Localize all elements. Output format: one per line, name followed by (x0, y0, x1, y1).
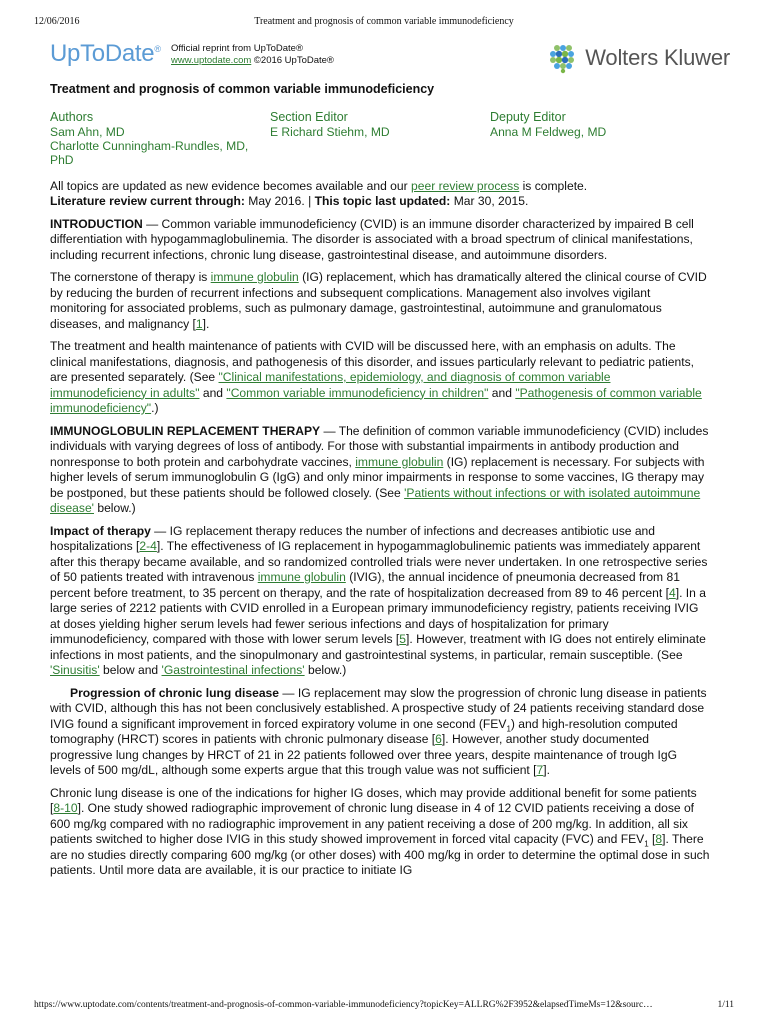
article-title: Treatment and prognosis of common variable immunodeficiency (50, 82, 435, 96)
authors-label: Authors (50, 109, 94, 124)
topic-link[interactable]: "Clinical manifestations, epidemiology, and diagnosis of common variable immunodeficiency in adults" (50, 370, 611, 400)
article (50, 82, 710, 886)
section-editor-column (270, 110, 490, 167)
wolters-kluwer-wordmark: Wolters Kluwer (585, 45, 730, 70)
update-notice: All topics are updated as new evidence becomes available and our peer review process is complete. Literature review current through: May 2016. | This topic last updated: Mar 30, 2015. (50, 178, 588, 208)
print-footer (34, 1000, 734, 1010)
print-url: https://www.uptodate.com/contents/treatment-and-prognosis-of-common-variable-immunodeficiency?topicKey=ALLRG%2F3952&elapsedTimeMs=12&sourc… (34, 1000, 653, 1010)
author-name[interactable]: Charlotte Cunningham-Rundles, MD, PhD (50, 138, 249, 167)
page-number: 1/11 (717, 1000, 734, 1010)
print-title: Treatment and prognosis of common variable immunodeficiency (254, 16, 514, 27)
reference-link[interactable]: 5 (399, 632, 407, 646)
immune-globulin-link[interactable]: immune globulin (210, 270, 299, 284)
reference-link[interactable]: 8 (655, 832, 663, 846)
section-link[interactable]: 'Patients without infections or with isolated autoimmune disease' (50, 485, 701, 515)
immune-globulin-link[interactable]: immune globulin (257, 570, 346, 584)
reference-link[interactable]: 6 (435, 732, 442, 746)
immune-globulin-link[interactable]: immune globulin (355, 454, 444, 469)
paragraph: Chronic lung disease is one of the indications for higher IG doses, which may provide additional benefit for some patients [8-10]. One study showed radiographic improvement of chronic lung disease in 4 of 12 CVID patients receiving a dose of 600 mg/kg compared with no radiographic improvement in any patient receiving a dose of 200 mg/kg. In addition, all six patients switched to higher dose IVIG in this study showed improvement in forced vital capacity (FVC) and $FEV_1$ [8]. There are no studies directly comparing 600 mg/kg (or other doses) with 400 mg/kg in order to determine the optimal dose in such patients. Until more data are available, it is our practice to initiate IG (50, 785, 710, 877)
print-date: 12/06/2016 (34, 16, 80, 27)
subsection-heading: Impact of therapy (50, 523, 151, 538)
editors (50, 110, 710, 167)
lit-review-label: Literature review current through: (50, 194, 245, 208)
deputy-editor-label: Deputy Editor (490, 109, 566, 124)
paragraph-impact-of-therapy: Impact of therapy — IG replacement therapy reduces the number of infections and decreases antibiotic use and hospitalizations [2-4]. The effectiveness of IG replacement in hypogammaglobulinemic patients was immediately apparent after this therapy became available, and so randomized controlled trials were never undertaken. In one retrospective series of 50 patients treated with intravenous immune globulin (IVIG), the annual incidence of pneumonia decreased from 81 percent before treatment, to 35 percent on therapy, and the rate of hospitalization decreased from 89 to 46 percent [4]. In a large series of 2212 patients with CVID enrolled in a European primary immunodeficiency registry, patients receiving IVIG at doses yielding higher serum levels had fewer serious infections and days of hospitalization for primary immunodeficiency, compared with those with lower serum levels [5]. However, treatment with IG does not entirely eliminate infections in most patients, and the sinopulmonary and gastrointestinal systems, in particular, remain susceptible. (See 'Sinusitis' below and 'Gastrointestinal infections' below.) (50, 523, 708, 677)
paragraph: The treatment and health maintenance of patients with CVID will be discussed here, with an emphasis on adults. The clinical manifestations, diagnosis, and pathogenesis of this disorder, and issues particularly relevant to pediatric patients, are presented separately. (See "Clinical manifestations, epidemiology, and diagnosis of common variable immunodeficiency in adults" and "Common variable immunodeficiency in children" and "Pathogenesis of common variable immunodeficiency".) (50, 339, 702, 415)
reference-link[interactable]: 1 (195, 316, 203, 331)
deputy-editor-name[interactable]: Anna M Feldweg, MD (490, 124, 607, 139)
section-heading: IMMUNOGLOBULIN REPLACEMENT THERAPY (50, 423, 321, 438)
wolters-kluwer-mark-icon (547, 42, 579, 74)
uptodate-logo: UpToDate® (50, 40, 161, 67)
section-editor-name[interactable]: E Richard Stiehm, MD (270, 124, 390, 139)
paragraph: The cornerstone of therapy is immune globulin (IG) replacement, which has dramatically altered the clinical course of CVID by reducing the burden of recurrent infections and subsequent complications. Management also involves vigilant monitoring for associated problems, such as pulmonary damage, gastrointestinal, autoimmune and granulomatous diseases, and malignancy [1]. (50, 270, 707, 331)
reference-link[interactable]: 7 (536, 763, 544, 777)
uptodate-url-link[interactable]: www.uptodate.com (171, 55, 252, 66)
topic-link[interactable]: "Common variable immunodeficiency in children" (226, 385, 489, 400)
authors-column (50, 110, 270, 167)
reference-link[interactable]: 2-4 (139, 539, 157, 553)
wolters-kluwer-logo (547, 42, 730, 74)
subsection-heading: Progression of chronic lung disease (70, 685, 280, 700)
author-name[interactable]: Sam Ahn, MD (50, 124, 125, 139)
paragraph-chronic-lung-disease: Progression of chronic lung disease — IG replacement may slow the progression of chronic lung disease in patients with CVID, although this has not been conclusively established. A prospective study of 24 patients receiving standard dose IVIG found a significant improvement in forced expiratory volume in one second $(FEV_1)$ and high-resolution computed tomography (HRCT) scores in patients with chronic pulmonary disease [6]. However, another study documented progressive lung changes by HRCT of 21 in 22 patients followed over three years, despite maintenance of trough IgG levels of 500 mg/dL, although some experts argue that this trough value was not sufficient [7]. (50, 685, 707, 777)
reprint-line: Official reprint from UpToDate® (171, 43, 303, 54)
reference-link[interactable]: 8-10 (53, 801, 78, 815)
brand-bar (50, 40, 730, 82)
last-updated-label: This topic last updated: (314, 194, 451, 208)
section-heading: INTRODUCTION (50, 216, 143, 231)
reference-link[interactable]: 4 (668, 585, 676, 600)
paragraph-ig-replacement: IMMUNOGLOBULIN REPLACEMENT THERAPY — The definition of common variable immunodeficiency (CVID) includes individuals with varying degrees of loss of antibody. For those with substantial impairments in antibody production and nonresponse to both protein and carbohydrate vaccines, immune globulin (IG) replacement is necessary. For subjects with higher levels of serum immunoglobulin G (IgG) and only minor impairments in response to some vaccines, IG therapy may be postponed, but these patients should be followed closely. (See 'Patients without infections or with isolated autoimmune disease' below.) (50, 423, 709, 515)
topic-link[interactable]: "Pathogenesis of common variable immunodeficiency" (50, 385, 702, 415)
section-editor-label: Section Editor (270, 109, 348, 124)
copyright: ©2016 UpToDate® (253, 55, 334, 66)
section-link[interactable]: 'Sinusitis' (50, 663, 100, 677)
peer-review-link[interactable]: peer review process (411, 178, 520, 193)
section-link[interactable]: 'Gastrointestinal infections' (161, 663, 305, 677)
paragraph-introduction: INTRODUCTION — Common variable immunodeficiency (CVID) is an immune disorder characterized by impaired B cell differentiation with hypogammaglobulinemia. The disorder is associated with a broad spectrum of clinical manifestations, including recurrent infections, chronic lung disease, gastrointestinal disease, and autoimmune disorders. (50, 216, 694, 262)
reprint-notice (171, 43, 334, 67)
print-header (34, 16, 734, 30)
deputy-editor-column (490, 110, 710, 167)
